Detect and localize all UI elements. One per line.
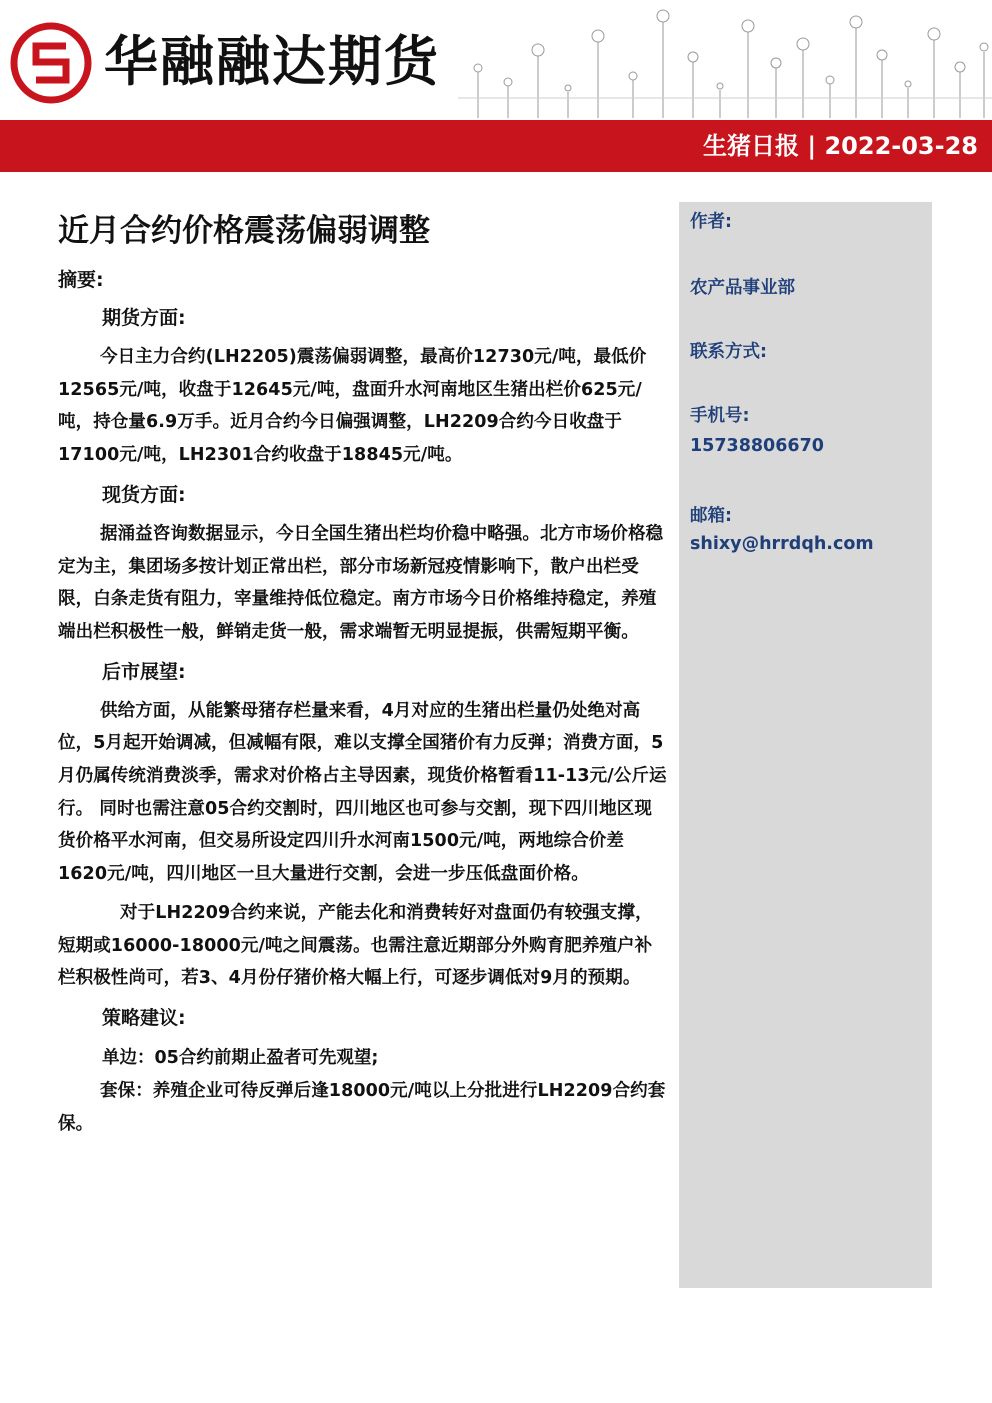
strategy-hedge: 套保：养殖企业可待反弹后逢18000元/吨以上分批进行LH2209合约套保。 xyxy=(58,1080,666,1134)
email-address: shixy@hrrdqh.com xyxy=(690,534,874,554)
decorative-network-graphic xyxy=(458,2,992,118)
report-body xyxy=(58,205,668,1146)
strategy-heading: 策略建议: xyxy=(102,1006,186,1029)
report-type-date: 生猪日报 | 2022-03-28 xyxy=(703,132,978,160)
outlook-paragraph-2: 对于LH2209合约来说，产能去化和消费转好对盘面仍有较强支撑，短期或16000-18000元/吨之间震荡。也需注意近期部分外购育肥养殖户补栏积极性尚可，若3、4月份仔猪价格大幅上行，可逐步调低对9月的预期。 xyxy=(58,902,653,989)
report-header xyxy=(0,0,992,120)
spot-heading: 现货方面: xyxy=(102,483,186,506)
strategy-single-side: 单边：05合约前期止盈者可先观望; xyxy=(102,1047,379,1068)
company-name: 华融融达期货 xyxy=(104,30,440,93)
futures-paragraph: 今日主力合约(LH2205)震荡偏弱调整，最高价12730元/吨，最低价12565元/吨，收盘于12645元/吨，盘面升水河南地区生猪出栏价625元/吨，持仓量6.9万手。近月合约今日偏强调整，LH2209合约今日收盘于17100元/吨，LH2301合约收盘于18845元/吨。 xyxy=(58,347,647,466)
author-sidebar xyxy=(679,202,932,1288)
phone-label: 手机号: xyxy=(690,406,750,426)
abstract-label: 摘要: xyxy=(58,269,104,291)
outlook-paragraph-1: 供给方面，从能繁母猪存栏量来看，4月对应的生猪出栏量仍处绝对高位，5月起开始调减，但减幅有限，难以支撑全国猪价有力反弹；消费方面，5月仍属传统消费淡季，需求对价格占主导因素，现货价格暂看11-13元/公斤运行。 同时也需注意05合约交割时，四川地区也可参与交割，现下四川地区现货价格平水河南，但交易所设定四川升水河南1500元/吨，两地综合价差1620元/吨，四川地区一旦大量进行交割，会进一步压低盘面价格。 xyxy=(58,700,667,885)
spot-paragraph: 据涌益咨询数据显示，今日全国生猪出栏均价稳中略强。北方市场价格稳定为主，集团场多按计划正常出栏，部分市场新冠疫情影响下，散户出栏受限，白条走货有阻力，宰量维持低位稳定。南方市场今日价格维持稳定，养殖端出栏积极性一般，鲜销走货一般，需求端暂无明显提振，供需短期平衡。 xyxy=(58,523,664,642)
author-label: 作者: xyxy=(690,212,732,232)
futures-heading: 期货方面: xyxy=(102,307,186,329)
department-name: 农产品事业部 xyxy=(690,278,795,298)
outlook-heading: 后市展望: xyxy=(102,660,186,683)
email-label: 邮箱: xyxy=(690,506,732,526)
report-title: 近月合约价格震荡偏弱调整 xyxy=(58,213,430,249)
phone-number: 15738806670 xyxy=(690,436,824,456)
contact-label: 联系方式: xyxy=(690,342,767,362)
company-logo-icon xyxy=(10,22,92,104)
